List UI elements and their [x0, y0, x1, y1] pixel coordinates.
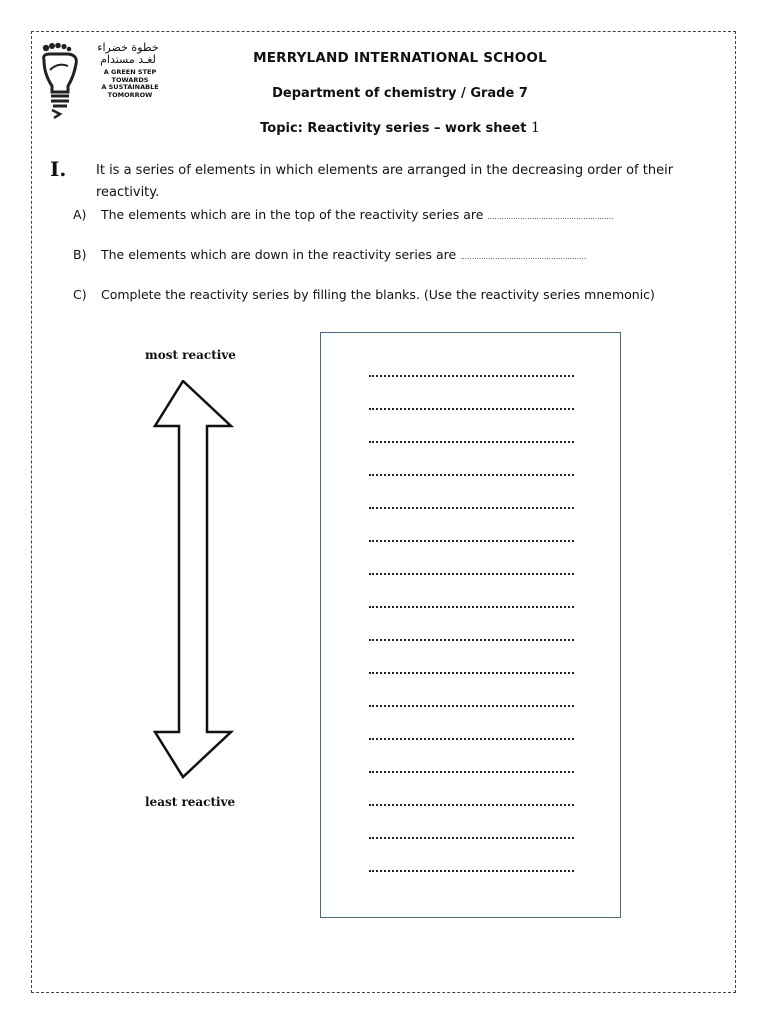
logo-arabic-line: لغـد مستدام — [100, 53, 156, 66]
question-b — [73, 247, 586, 262]
series-blank-line[interactable] — [369, 375, 574, 377]
topic-number: 1 — [530, 120, 540, 136]
question-a — [73, 207, 613, 222]
question-label: A) — [73, 207, 87, 222]
topic-prefix: Topic: Reactivity series – work sheet — [260, 121, 527, 136]
least-reactive-label: least reactive — [145, 795, 236, 809]
series-blank-line[interactable] — [369, 705, 574, 707]
series-blank-line[interactable] — [369, 738, 574, 740]
series-blank-line[interactable] — [369, 606, 574, 608]
lightbulb-foot-icon — [38, 40, 88, 122]
department-title: Department of chemistry / Grade 7 — [272, 86, 528, 101]
series-blank-line[interactable] — [369, 540, 574, 542]
reactivity-series-box — [320, 332, 621, 918]
answer-blank[interactable]: ……………………………………………… — [487, 213, 614, 221]
double-arrow-icon — [150, 380, 240, 782]
series-blank-line[interactable] — [369, 639, 574, 641]
section-intro: It is a series of elements in which elements are arranged in the decreasing order of their reactivity. — [96, 163, 674, 200]
answer-blank[interactable]: ……………………………………………… — [460, 253, 587, 261]
school-name: MERRYLAND INTERNATIONAL SCHOOL — [253, 50, 547, 66]
section-number: I. — [50, 157, 67, 181]
question-c — [73, 287, 655, 302]
question-text: The elements which are in the top of the reactivity series are — [100, 207, 484, 222]
topic-title — [150, 120, 650, 136]
question-label: C) — [73, 287, 87, 302]
series-blank-line[interactable] — [369, 804, 574, 806]
most-reactive-label: most reactive — [145, 348, 236, 362]
series-blank-line[interactable] — [369, 771, 574, 773]
question-text: The elements which are down in the reactivity series are — [100, 247, 457, 262]
series-blank-line[interactable] — [369, 507, 574, 509]
series-blank-line[interactable] — [369, 441, 574, 443]
series-blank-line[interactable] — [369, 837, 574, 839]
logo-english-line: TOWARDS — [111, 75, 149, 84]
logo-arabic-line: خطوة خضراء — [97, 41, 159, 54]
series-blank-line[interactable] — [369, 474, 574, 476]
series-blank-line[interactable] — [369, 672, 574, 674]
series-blank-line[interactable] — [369, 408, 574, 410]
logo-english-line: A GREEN STEP — [103, 68, 157, 76]
logo-english-line: TOMORROW — [107, 90, 153, 99]
series-blank-line[interactable] — [369, 870, 574, 872]
series-blank-line[interactable] — [369, 573, 574, 575]
question-label: B) — [73, 247, 87, 262]
question-text: Complete the reactivity series by filling the blanks. (Use the reactivity series mnemonic) — [100, 287, 655, 302]
logo-english-line: A SUSTAINABLE — [101, 83, 159, 91]
